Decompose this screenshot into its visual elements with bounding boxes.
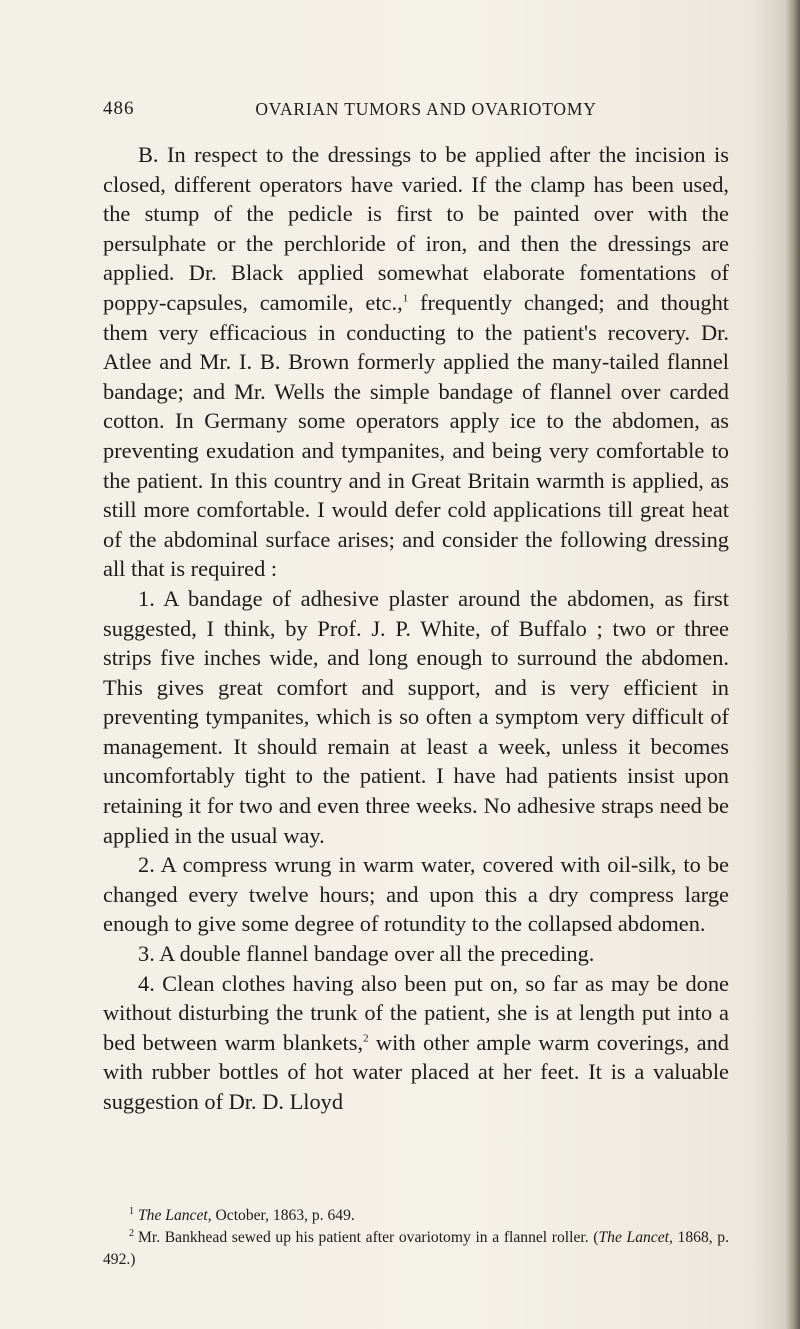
- paragraph-item-4: [103, 969, 729, 1117]
- footnotes: [103, 1205, 729, 1271]
- footnote-source: The Lancet: [598, 1229, 669, 1246]
- paragraph-dressings: [103, 140, 729, 584]
- footnote-text: Mr. Bankhead sewed up his patient after ovariotomy in a flannel roller. (: [138, 1229, 599, 1246]
- footnote-source: The Lancet: [138, 1207, 208, 1224]
- footnote-text: , 1868, p. 492.): [103, 1229, 730, 1268]
- footnote-2: [103, 1227, 729, 1271]
- footnote-mark: 2: [129, 1227, 134, 1239]
- paragraph-item-2: 2. A compress wrung in warm water, covered with oil-silk, to be changed every twelve hours; and upon this a dry compress large enough to give some degree of rotundity to the collapsed abdomen.: [103, 852, 729, 937]
- paragraph-text: 4. Clean clothes having also been put on, so far as may be done without disturbing the trunk of the patient, she is at length put into a bed between warm blankets,: [103, 970, 729, 1055]
- paragraph-item-3: 3. A double flannel bandage over all the preceding.: [138, 941, 595, 967]
- footnote-mark: 1: [129, 1205, 134, 1217]
- running-head: [103, 96, 729, 122]
- footnote-reference: 1: [402, 292, 409, 305]
- running-title: OVARIAN TUMORS AND OVARIOTOMY: [255, 99, 597, 119]
- paragraph-text: B. In respect to the dressings to be applied after the incision is closed, different operators have varied. If the clamp has been used, the stump of the pedicle is first to be painted over with the persulphate or the perchloride of iron, and then the dressings are applied. Dr. Black applied somewhat elaborate fomentations of poppy-capsules, camomile, etc.,: [103, 142, 729, 315]
- paragraph-text: frequently changed; and thought them very efficacious in conducting to the patient's recovery. Dr. Atlee and Mr. I. B. Brown formerly applied the many-tailed flannel bandage; and Mr. Wells the simple bandage of flannel over carded cotton. In Germany some operators apply ice to the abdomen, as preventing exudation and tympanites, and being very comfortable to the patient. In this country and in Great Britain warmth is applied, as still more comfortable. I would defer cold applications till great heat of the abdominal surface arises; and consider the following dressing all that is required :: [103, 289, 729, 582]
- footnote-reference: 2: [363, 1032, 369, 1045]
- body-text: [103, 140, 729, 1117]
- footnote-1: [103, 1205, 729, 1227]
- paragraph-text: with other ample warm coverings, and with rubber bottles of hot water placed at her feet. It is a valuable suggestion of Dr. D. Lloyd: [103, 1029, 729, 1114]
- paragraph-item-1: 1. A bandage of adhesive plaster around the abdomen, as first suggested, I think, by Prof. J. P. White, of Buffalo ; two or three strips five inches wide, and long enough to surround the abdomen. This gives great comfort and support, and is very efficient in preventing tympanites, which is so often a symptom very difficult of management. It should remain at least a week, unless it becomes uncomfortably tight to the patient. I have had patients insist upon retaining it for two and even three weeks. No adhesive straps need be applied in the usual way.: [103, 585, 729, 848]
- page-edge-shadow: [786, 0, 800, 1329]
- page-number: 486: [103, 98, 135, 119]
- footnote-text: , October, 1863, p. 649.: [207, 1207, 355, 1224]
